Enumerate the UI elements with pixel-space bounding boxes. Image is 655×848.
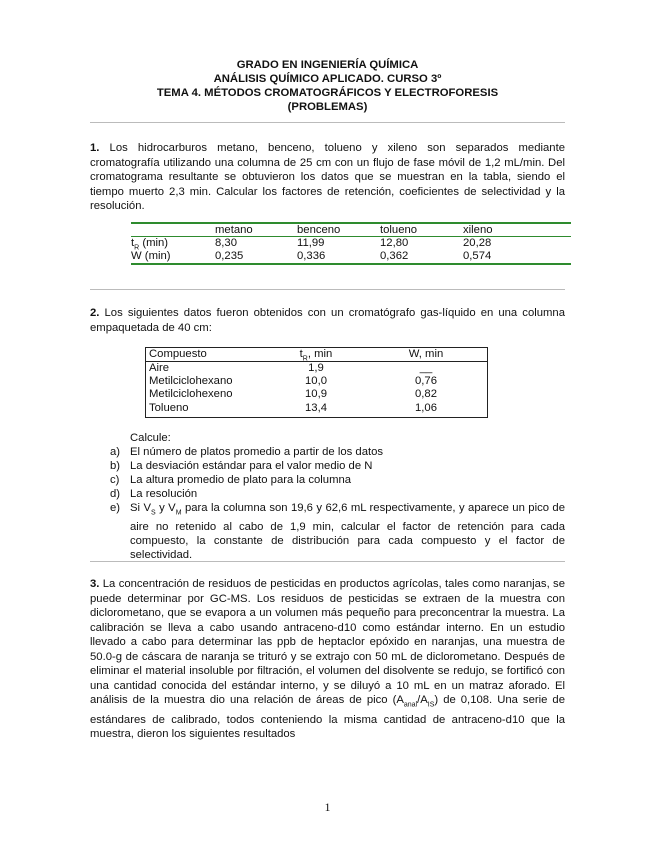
column-header: tolueno (380, 224, 418, 236)
header-subtitle: (PROBLEMAS) (287, 101, 368, 113)
table-bottom-rule (131, 263, 571, 265)
table-cell: Metilciclohexeno (149, 388, 233, 400)
table-cell: 20,28 (463, 237, 492, 249)
table-cell: __ (419, 362, 433, 374)
table-cell: 0,574 (463, 250, 492, 262)
table-cell: 0,82 (415, 388, 437, 400)
column-header: metano (215, 224, 253, 236)
document-page: GRADO EN INGENIERÍA QUÍMICA ANÁLISIS QUÍMICO APLICADO. CURSO 3º TEMA 4. MÉTODOS CROMATOGRÁFICOS Y ELECTROFORESIS (PROBLEMAS) 1. Los hidrocarburos metano, benceno, tolueno y xileno son separados mediante cromatografía utilizando una columna de 25 cm con un flujo de fase móvil de 1,2 mL/min. Del cromatograma resultante se obtuvieron los datos que se muestran en la tabla, siendo el tiempo muerto 2,3 min. Calcular los factores de retención, coeficientes de selectividad y la resolución. metano benceno tolueno xileno $t_R$ (min) 8,30 11,99 12,80 20,28 W (min) 0,235 0,336 0,362 0,574 2. Los siguientes datos fueron obtenidos con un cromatógrafo gas-líquido en una columna empaquetada de 40 cm: Compuesto $t_R$, min W, min Aire 1,9 __ Metilciclohexano 10,0 0,76 Metilciclohexeno 10,9 0,82 Tolueno 13,4 1,06 Calcule: a) El número de platos promedio a partir de los datos b) La desviación estándar para el valor medio de N c) La altura promedio de plato para la columna d) La resolución e) Si $V_S$ y $V_M$ para la columna son 19,6 y 62,6 mL respectivamente, y aparece un pico de aire no retenido al cabo de 1,9 min, calcular el factor de retención para cada compuesto, la constante de distribución para cada compuesto y el factor de selectividad. 3. La concentración de residuos de pesticidas en productos agrícolas, tales como naranjas, se puede determinar por GC-MS. Los residuos de pesticidas se extraen de la muestra con diclorometano, que se evapora a un volumen más pequeño para preconcentrar la muestra. La calibración se lleva a cabo usando antraceno-d10 como estándar interno. En un estudio llevado a cabo para determinar las ppb de heptaclor epóxido en naranjas, una muestra de 50.0-g de cáscara de naranja se trituró y se extrajo con 50 mL de diclorometano. Después de eliminar el material insoluble por filtración, el volumen del disolvente se redujo, se fortificó con una cantidad conocida del estándar interno, y se diluyó a 10 mL en un matraz aforado. El análisis de la muestra dio una relación de áreas de pico $(A_{anal}/A_{IS})$ de 0,108. Una serie de estándares de calibrado, todos conteniendo la misma cantidad de antraceno-d10 que la muestra, dieron los siguientes resultados 1 (0, 0, 655, 848)
problem-1-number: 1. (90, 142, 100, 154)
column-header: xileno (463, 224, 493, 236)
problem-3-text: 3. La concentración de residuos de pesticidas en productos agrícolas, tales como naranjas, se puede determinar por GC-MS. Los residuos de pesticidas se extraen de la muestra con diclorometano, que se evapora a un volumen más pequeño para preconcentrar la muestra. La calibración se lleva a cabo usando antraceno-d10 como estándar interno. En un estudio llevado a cabo para determinar las ppb de heptaclor epóxido en naranjas, una muestra de 50.0-g de cáscara de naranja se trituró y se extrajo con 50 mL de diclorometano. Después de eliminar el material insoluble por filtración, el volumen del disolvente se redujo, se fortificó con una cantidad conocida del estándar interno, y se diluyó a 10 mL en un matraz aforado. El análisis de la muestra dio una relación de áreas de pico $(A_{anal}/A_{IS})$ de 0,108. Una serie de estándares de calibrado, todos conteniendo la misma cantidad de antraceno-d10 que la muestra, dieron los siguientes resultados (90, 578, 565, 741)
table-cell: Metilciclohexano (149, 375, 233, 387)
header-degree: GRADO EN INGENIERÍA QUÍMICA (236, 59, 419, 71)
divider (90, 122, 565, 123)
table-cell: 13,4 (305, 402, 327, 414)
table-cell: 0,336 (297, 250, 326, 262)
table-cell: 11,99 (297, 237, 325, 249)
table-cell: 1,9 (308, 362, 324, 374)
table-header-rule (131, 236, 571, 237)
problem-1-text: 1. Los hidrocarburos metano, benceno, tolueno y xileno son separados mediante cromatografía utilizando una columna de 25 cm con un flujo de fase móvil de 1,2 mL/min. Del cromatograma resultante se obtuvieron los datos que se muestran en la tabla, siendo el tiempo muerto 2,3 min. Calcular los factores de retención, coeficientes de selectividad y la resolución. (90, 142, 565, 212)
table-cell: 0,362 (380, 250, 409, 262)
header-course: ANÁLISIS QUÍMICO APLICADO. CURSO 3º (213, 73, 442, 85)
table-cell: 10,9 (305, 388, 327, 400)
table-cell: 12,80 (380, 237, 409, 249)
row-label-tr: $t_R$ (min) (131, 237, 169, 252)
divider (90, 289, 565, 290)
document-header (0, 58, 655, 114)
table-cell: 0,76 (415, 375, 437, 387)
page-number: 1 (324, 800, 331, 814)
row-label-w: W (min) (131, 250, 171, 262)
column-header: W, min (408, 348, 444, 360)
table-cell: 10,0 (305, 375, 327, 387)
problem-2-number: 2. (90, 307, 100, 319)
column-header: $t_R$, min (299, 348, 333, 363)
compounds-table (145, 347, 488, 418)
header-topic: TEMA 4. MÉTODOS CROMATOGRÁFICOS Y ELECTROFORESIS (156, 87, 499, 99)
column-header: Compuesto (149, 348, 207, 360)
divider (90, 561, 565, 562)
table-cell: 1,06 (415, 402, 437, 414)
table-cell: Aire (149, 362, 170, 374)
problem-2-text: 2. Los siguientes datos fueron obtenidos con un cromatógrafo gas-líquido en una columna empaquetada de 40 cm: (90, 307, 565, 334)
table-cell: 8,30 (215, 237, 237, 249)
column-header: benceno (297, 224, 341, 236)
table-cell: 0,235 (215, 250, 244, 262)
table-top-rule (131, 222, 571, 224)
table-cell: Tolueno (149, 402, 189, 414)
problem-3-number: 3. (90, 578, 100, 590)
